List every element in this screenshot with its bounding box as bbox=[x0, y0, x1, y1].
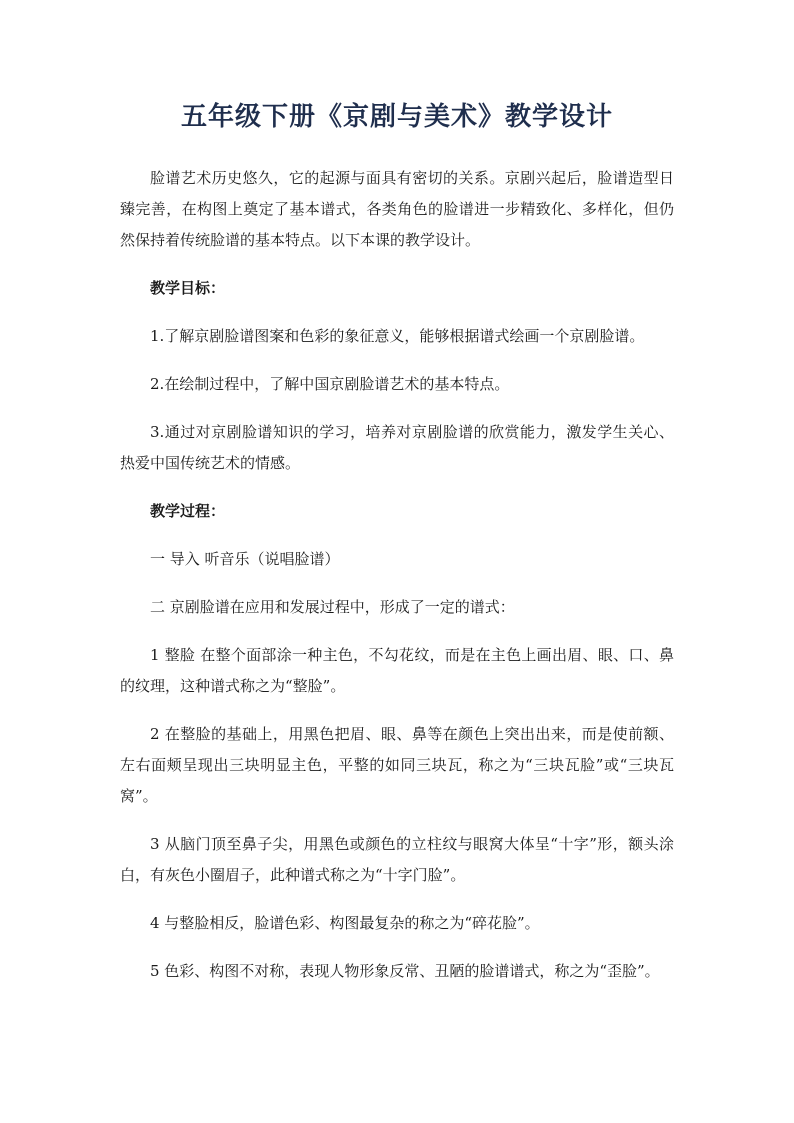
process-item: 3 从脑门顶至鼻子尖，用黑色或颜色的立柱纹与眼窝大体呈“十字”形，额头涂白，有灰色小圈眉子，此种谱式称之为“十字门脸”。 bbox=[120, 835, 674, 884]
objective-item: 1.了解京剧脸谱图案和色彩的象征意义，能够根据谱式绘画一个京剧脸谱。 bbox=[150, 327, 645, 345]
objective-item: 3.通过对京剧脸谱知识的学习，培养对京剧脸谱的欣赏能力，激发学生关心、热爱中国传统艺术的情感。 bbox=[120, 423, 674, 472]
process-item: 2 在整脸的基础上，用黑色把眉、眼、鼻等在颜色上突出出来，而是使前额、左右面颊呈现出三块明显主色，平整的如同三块瓦，称之为“三块瓦脸”或“三块瓦窝”。 bbox=[120, 725, 674, 805]
objectives-heading: 教学目标： bbox=[150, 279, 226, 297]
document-title: 五年级下册《京剧与美术》教学设计 bbox=[180, 102, 613, 132]
process-item: 二 京剧脸谱在应用和发展过程中，形成了一定的谱式： bbox=[150, 598, 515, 616]
intro-paragraph: 脸谱艺术历史悠久，它的起源与面具有密切的关系。京剧兴起后，脸谱造型日臻完善，在构图上奠定了基本谱式，各类角色的脸谱进一步精致化、多样化，但仍然保持着传统脸谱的基本特点。以下本课的教学设计。 bbox=[120, 169, 674, 249]
objective-item: 2.在绘制过程中，了解中国京剧脸谱艺术的基本特点。 bbox=[150, 375, 510, 393]
process-item: 一 导入 听音乐（说唱脸谱） bbox=[150, 550, 340, 568]
process-item: 5 色彩、构图不对称，表现人物形象反常、丑陋的脸谱谱式，称之为“歪脸”。 bbox=[150, 962, 660, 980]
process-item: 4 与整脸相反，脸谱色彩、构图最复杂的称之为“碎花脸”。 bbox=[150, 914, 540, 932]
process-item: 1 整脸 在整个面部涂一种主色，不勾花纹，而是在主色上画出眉、眼、口、鼻的纹理，这种谱式称之为“整脸”。 bbox=[120, 646, 674, 695]
process-heading: 教学过程： bbox=[150, 502, 226, 520]
